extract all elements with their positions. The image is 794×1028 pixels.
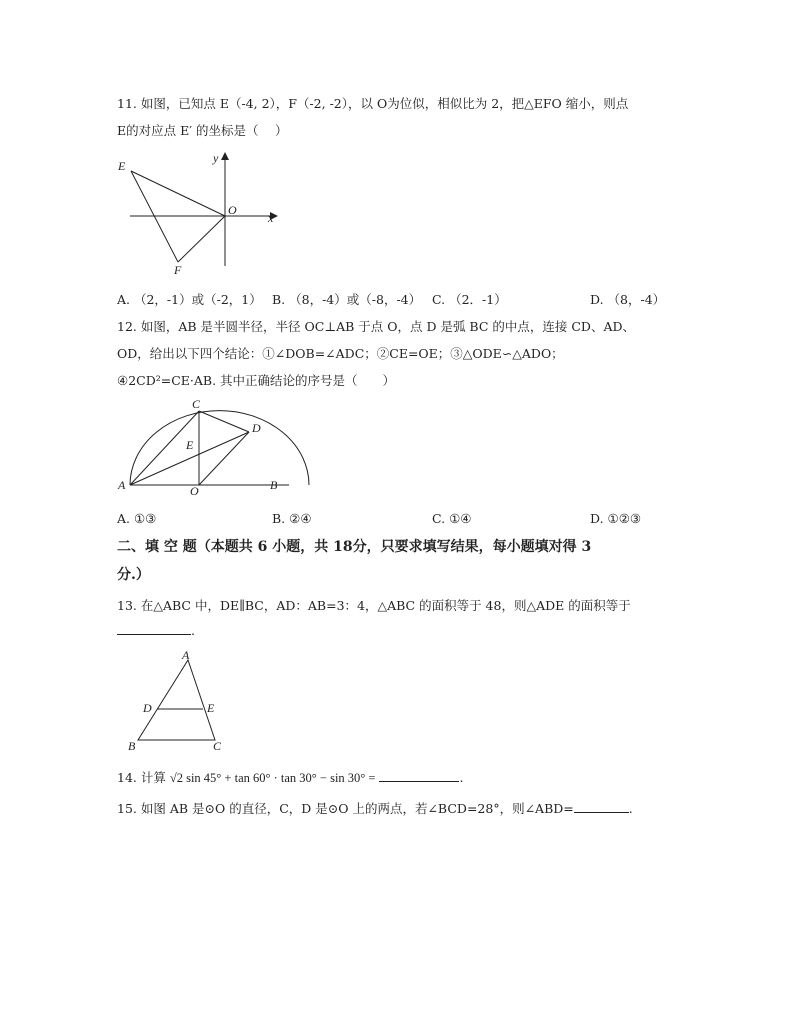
segment-EO	[131, 171, 225, 216]
label-B: B	[128, 739, 136, 753]
q13-text: 13. 在△ABC 中，DE∥BC，AD：AB=3：4，△ABC 的面积等于 48，则△ADE 的面积等于	[117, 598, 631, 613]
q11-line2: E的对应点 E′ 的坐标是（ ）	[117, 123, 288, 138]
q14-prefix: 14. 计算	[117, 770, 166, 785]
segment-CD	[199, 411, 249, 432]
section-2-heading-line2: 分.）	[117, 567, 150, 583]
q12-line1: 12. 如图，AB 是半圆半径，半径 OC⊥AB 于点 O，点 D 是弧 BC 的中点，连接 CD、AD、	[117, 319, 635, 334]
label-O: O	[190, 484, 199, 498]
q13-answer-line	[117, 622, 195, 638]
label-A: A	[182, 648, 190, 662]
q15-answer-blank[interactable]	[574, 800, 629, 813]
q12-figure	[110, 395, 290, 500]
q13-end: .	[191, 623, 195, 638]
y-axis-arrow	[221, 152, 229, 160]
label-F: F	[174, 263, 182, 277]
label-O: O	[228, 203, 237, 217]
label-E: E	[207, 701, 215, 715]
label-B: B	[270, 478, 278, 492]
segment-FO	[178, 216, 225, 262]
q12-option-a[interactable]: A. ①③	[117, 511, 157, 526]
label-D: D	[252, 421, 261, 435]
q12-option-c[interactable]: C. ①④	[432, 511, 472, 526]
q11-option-c[interactable]: C. （2．-1）	[432, 292, 507, 307]
label-A: A	[118, 478, 126, 492]
q12-option-d[interactable]: D. ①②③	[590, 511, 642, 526]
q11-line1: 11. 如图，已知点 E（-4, 2），F（-2, -2），以 O为位似，相似比为 2，把△EFO 缩小，则点	[117, 96, 629, 111]
label-x: x	[268, 211, 274, 225]
q14-end: .	[459, 770, 464, 785]
label-E: E	[118, 159, 126, 173]
semicircle-arc	[130, 411, 309, 485]
q15-text: 15. 如图 AB 是⊙O 的直径，C，D 是⊙O 上的两点，若∠BCD=28°，则∠ABD=	[117, 801, 574, 816]
label-C: C	[213, 739, 222, 753]
q15-end: .	[628, 801, 633, 816]
label-D: D	[143, 701, 152, 715]
q11-option-b[interactable]: B. （8，-4）或（-8，-4）	[272, 292, 422, 307]
q12-line2: OD，给出以下四个结论：①∠DOB=∠ADC；②CE=OE；③△ODE∽△ADO；	[117, 346, 564, 361]
q11-option-d[interactable]: D. （8，-4）	[590, 292, 666, 307]
triangle-ABC	[138, 660, 215, 740]
q11-figure	[110, 148, 290, 278]
q13-figure	[120, 648, 230, 756]
q12-line3: ④2CD²=CE·AB. 其中正确结论的序号是（ ）	[117, 373, 396, 388]
q15-line	[117, 799, 633, 817]
label-C: C	[192, 397, 201, 411]
q14-line	[117, 768, 463, 786]
q11-option-a[interactable]: A. （2，-1）或（-2，1）	[117, 292, 262, 307]
label-E: E	[186, 438, 194, 452]
section-2-heading-line1: 二、填 空 题（本题共 6 小题，共 18分，只要求填写结果，每小题填对得 3	[117, 539, 592, 555]
segment-OD	[199, 432, 249, 485]
q14-answer-blank[interactable]	[379, 769, 459, 782]
q13-answer-blank[interactable]	[117, 622, 191, 635]
q12-option-b[interactable]: B. ②④	[272, 511, 312, 526]
label-y: y	[213, 151, 219, 165]
q14-expression: √2 sin 45° + tan 60° · tan 30° − sin 30° =	[169, 771, 376, 785]
